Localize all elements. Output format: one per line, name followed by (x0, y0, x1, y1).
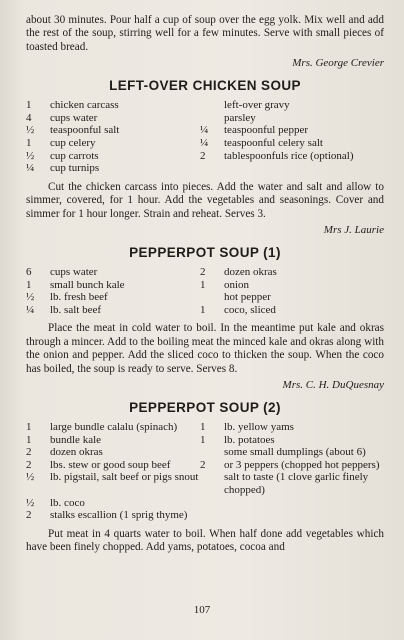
ingredient-qty: 1 (26, 433, 32, 446)
ingredient-rows (26, 266, 384, 316)
ingredient-qty: ½ (26, 149, 35, 162)
ingredient-item: chicken carcass (50, 99, 119, 112)
ingredient-item: large bundle calalu (spinach) (50, 421, 178, 433)
ingredient-row (26, 124, 384, 137)
ingredient-rows (26, 99, 384, 175)
ingredient-item: lb. coco (50, 496, 85, 509)
recipe-pepperpot-soup-2 (26, 400, 384, 555)
ingredient-table (26, 266, 384, 316)
ingredient-row (26, 459, 384, 472)
recipe-signature: Mrs. C. H. DuQuesnay (282, 379, 384, 391)
ingredient-qty: ¼ (26, 303, 35, 316)
ingredient-row (26, 266, 384, 279)
ingredient-qty-2 (200, 162, 224, 175)
ingredient-item: lb. salt beef (50, 303, 102, 316)
ingredient-qty: ½ (26, 124, 35, 137)
ingredient-row (26, 421, 384, 434)
intro-text: about 30 minutes. Pour half a cup of soup over the egg yolk. Mix well and add the rest of the soup, stirring well for a few minutes. Serve with small pieces of toasted bread. (26, 14, 384, 53)
ingredient-item: teaspoonful salt (50, 124, 120, 137)
recipe-signature: Mrs J. Laurie (323, 224, 384, 236)
ingredient-qty-2 (200, 497, 224, 510)
ingredient-qty: ½ (26, 496, 35, 509)
ingredient-qty: 1 (26, 137, 32, 149)
ingredient-item-2: dozen okras (224, 266, 277, 278)
ingredient-item: cup turnips (50, 162, 100, 175)
ingredient-row (26, 162, 384, 175)
ingredient-qty-2: 1 (200, 421, 206, 433)
ingredient-table (26, 99, 384, 175)
ingredient-row (26, 137, 384, 150)
ingredient-qty: 1 (26, 278, 32, 291)
ingredient-qty-2: 2 (200, 266, 206, 278)
ingredient-row (26, 471, 384, 496)
ingredient-qty: ½ (26, 291, 35, 304)
ingredient-qty: 1 (26, 421, 32, 433)
ingredient-item-2: teaspoonful celery salt (224, 137, 323, 149)
ingredient-item-2: lb. yellow yams (224, 421, 294, 433)
ingredient-item: lbs. stew or good soup beef (50, 458, 171, 471)
ingredient-row (26, 99, 384, 112)
ingredient-rows (26, 421, 384, 522)
recipe-method: Place the meat in cold water to boil. In the meantime put kale and okras through a mincer. Add to the boiling meat the minced kale and okras along with the onion and pepper. Add the sliced coco to thicken the soup. When the coco has boiled, the soup is ready to serve. Serves 8. (26, 322, 384, 375)
ingredient-row (26, 291, 384, 304)
ingredient-qty-2 (200, 112, 224, 125)
ingredient-row (26, 150, 384, 163)
ingredient-item-2: left-over gravy (224, 99, 290, 112)
ingredient-qty-2: ¼ (200, 124, 209, 137)
ingredient-item: cups water (50, 266, 98, 278)
ingredient-row (26, 279, 384, 292)
ingredient-qty-2 (200, 291, 224, 304)
recipe-leftover-chicken-soup (26, 78, 384, 237)
ingredient-item: stalks escallion (1 sprig thyme) (50, 509, 188, 522)
intro-signature: Mrs. George Crevier (292, 57, 384, 70)
ingredient-table (26, 421, 384, 522)
ingredient-item: bundle kale (50, 433, 102, 446)
recipe-title: PEPPERPOT SOUP (1) (129, 245, 281, 260)
ingredient-row (26, 497, 384, 510)
ingredient-item: cup carrots (50, 149, 99, 162)
ingredient-item-2: teaspoonful pepper (224, 124, 308, 137)
ingredient-qty: ½ (26, 471, 35, 484)
ingredient-qty-2: 2 (200, 458, 206, 471)
recipe-method: Cut the chicken carcass into pieces. Add the water and salt and allow to simmer, covered, for 1 hour. Add the vegetables and seasonings. Cover and simmer for 1 hour longer. Strain and reheat. Serves 3. (26, 180, 384, 220)
ingredient-item-2 (224, 509, 384, 522)
ingredient-qty: 1 (26, 99, 32, 112)
ingredient-item-2: salt to taste (1 clove garlic finely chopped) (224, 471, 369, 496)
ingredient-item-2: parsley (224, 111, 256, 124)
ingredient-qty: ¼ (26, 162, 35, 175)
ingredient-qty: 2 (26, 509, 32, 522)
recipe-pepperpot-soup-1 (26, 245, 384, 392)
ingredient-item-2: hot pepper (224, 291, 271, 304)
ingredient-qty-2 (200, 471, 224, 496)
ingredient-row (26, 112, 384, 125)
ingredient-qty-2: 2 (200, 149, 206, 162)
ingredient-qty-2 (200, 509, 224, 522)
ingredient-item-2: tablespoonfuls rice (optional) (224, 149, 354, 162)
ingredient-item: lb. fresh beef (50, 291, 108, 304)
ingredient-item: cup celery (50, 137, 96, 149)
ingredient-item: lb. pigstail, salt beef or pigs snout (50, 471, 199, 484)
ingredient-item-2 (224, 497, 384, 510)
ingredient-item: small bunch kale (50, 278, 125, 291)
page-number: 107 (193, 604, 211, 616)
ingredient-qty-2 (200, 446, 224, 459)
ingredient-item-2: or 3 peppers (chopped hot peppers) (224, 458, 380, 471)
ingredient-row (26, 446, 384, 459)
ingredient-item-2 (224, 162, 384, 175)
recipe-title: PEPPERPOT SOUP (2) (129, 400, 281, 415)
ingredient-qty-2: 1 (200, 303, 206, 316)
ingredient-item-2: lb. potatoes (224, 433, 275, 446)
ingredient-qty: 6 (26, 266, 32, 278)
ingredient-row (26, 434, 384, 447)
ingredient-item: dozen okras (50, 446, 103, 459)
ingredient-qty-2: 1 (200, 433, 206, 446)
ingredient-qty: 4 (26, 111, 32, 124)
ingredient-item-2: some small dumplings (about 6) (224, 446, 366, 459)
ingredient-item: cups water (50, 111, 98, 124)
ingredient-qty-2: ¼ (200, 137, 209, 149)
intro-section (26, 0, 384, 70)
ingredient-qty-2 (200, 99, 224, 112)
ingredient-qty-2: 1 (200, 278, 206, 291)
recipe-method: Put meat in 4 quarts water to boil. When half done add vegetables which have been finely chopped. Add yams, potatoes, cocoa and (26, 527, 384, 554)
ingredient-row (26, 509, 384, 522)
ingredient-item-2: onion (224, 278, 250, 291)
recipe-title: LEFT-OVER CHICKEN SOUP (109, 78, 301, 94)
ingredient-qty: 2 (26, 458, 32, 471)
ingredient-item-2: coco, sliced (224, 303, 276, 316)
ingredient-qty: 2 (26, 446, 32, 459)
ingredient-row (26, 304, 384, 317)
